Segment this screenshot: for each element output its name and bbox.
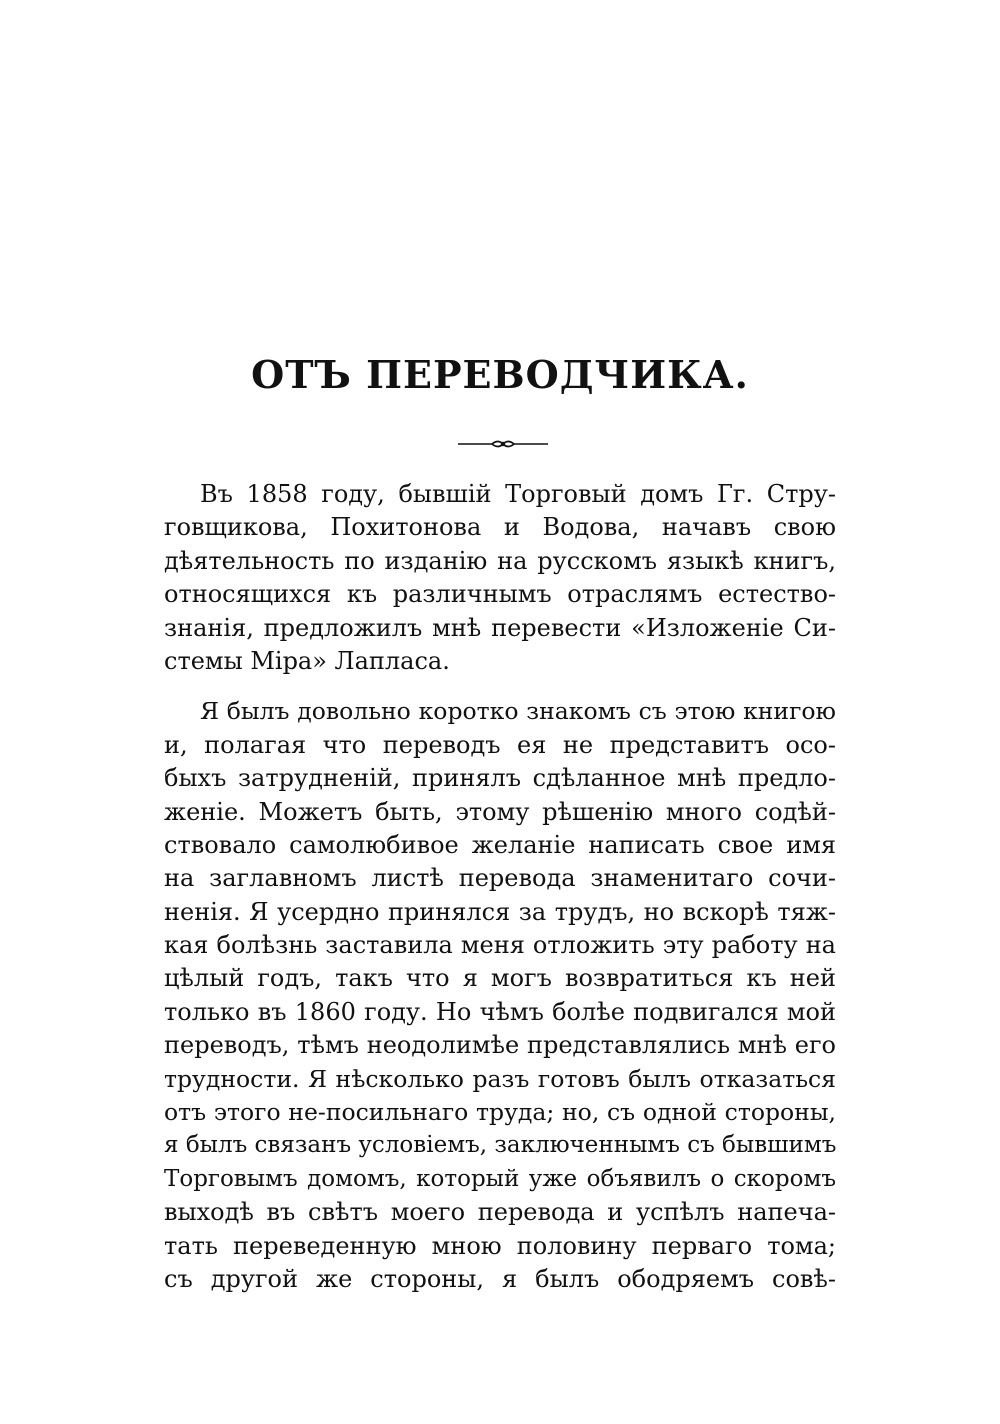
paragraph-2	[164, 695, 836, 1296]
paragraph-1	[164, 478, 836, 678]
text-line: стемы Міра» Лапласа.	[164, 646, 450, 675]
text-line: знанія, предложилъ мнѣ перевести «Изложеніе Си-	[164, 613, 836, 642]
text-line: женіе. Можетъ быть, этому рѣшенію много содѣй-	[164, 797, 836, 826]
text-line: тать переведенную мною половину перваго тома;	[164, 1231, 836, 1260]
text-line: я былъ связанъ условіемъ, заключеннымъ съ бывшимъ	[164, 1132, 836, 1159]
text-line: цѣлый годъ, такъ что я могъ возвратиться къ ней	[164, 964, 836, 993]
text-line: Я былъ довольно коротко знакомъ съ этою книгою	[200, 697, 836, 726]
body-text	[164, 478, 836, 1296]
text-line: и, полагая что переводъ ея не представитъ осо-	[164, 730, 836, 759]
page-title: ОТЪ ПЕРЕВОДЧИКА.	[251, 352, 749, 397]
text-line: быхъ затрудненій, принялъ сдѣланное мнѣ предло-	[164, 764, 836, 793]
ornament-divider-icon	[458, 436, 548, 452]
text-line: ствовало самолюбивое желаніе написать свое имя	[164, 830, 836, 859]
text-line: трудности. Я нѣсколько разъ готовъ былъ отказаться	[164, 1064, 836, 1093]
text-line: относящихся къ различнымъ отраслямъ естество-	[164, 580, 836, 609]
text-line: на заглавномъ листѣ перевода знаменитаго сочи-	[164, 864, 836, 893]
text-line: ненія. Я усердно принялся за трудъ, но вскорѣ тяж-	[164, 897, 836, 926]
text-line: Въ 1858 году, бывшій Торговый домъ Гг. Стру-	[200, 480, 836, 508]
text-line: кая болѣзнь заставила меня отложить эту работу на	[164, 931, 836, 960]
text-line: выходѣ въ свѣтъ моего перевода и успѣлъ напеча-	[164, 1198, 836, 1227]
text-line: отъ этого не-посильнаго труда; но, съ одной стороны,	[164, 1098, 836, 1127]
text-line: Торговымъ домомъ, который уже объявилъ о скоромъ	[164, 1165, 836, 1192]
text-line: только въ 1860 году. Но чѣмъ болѣе подвигался мой	[164, 997, 836, 1026]
text-line: съ другой же стороны, я былъ ободряемъ совѣ-	[164, 1264, 836, 1293]
text-line: дѣятельность по изданію на русскомъ языкѣ книгъ,	[164, 546, 836, 575]
text-line: говщикова, Похитонова и Водова, начавъ свою	[164, 513, 836, 542]
text-line: переводъ, тѣмъ неодолимѣе представлялись мнѣ его	[164, 1031, 836, 1060]
